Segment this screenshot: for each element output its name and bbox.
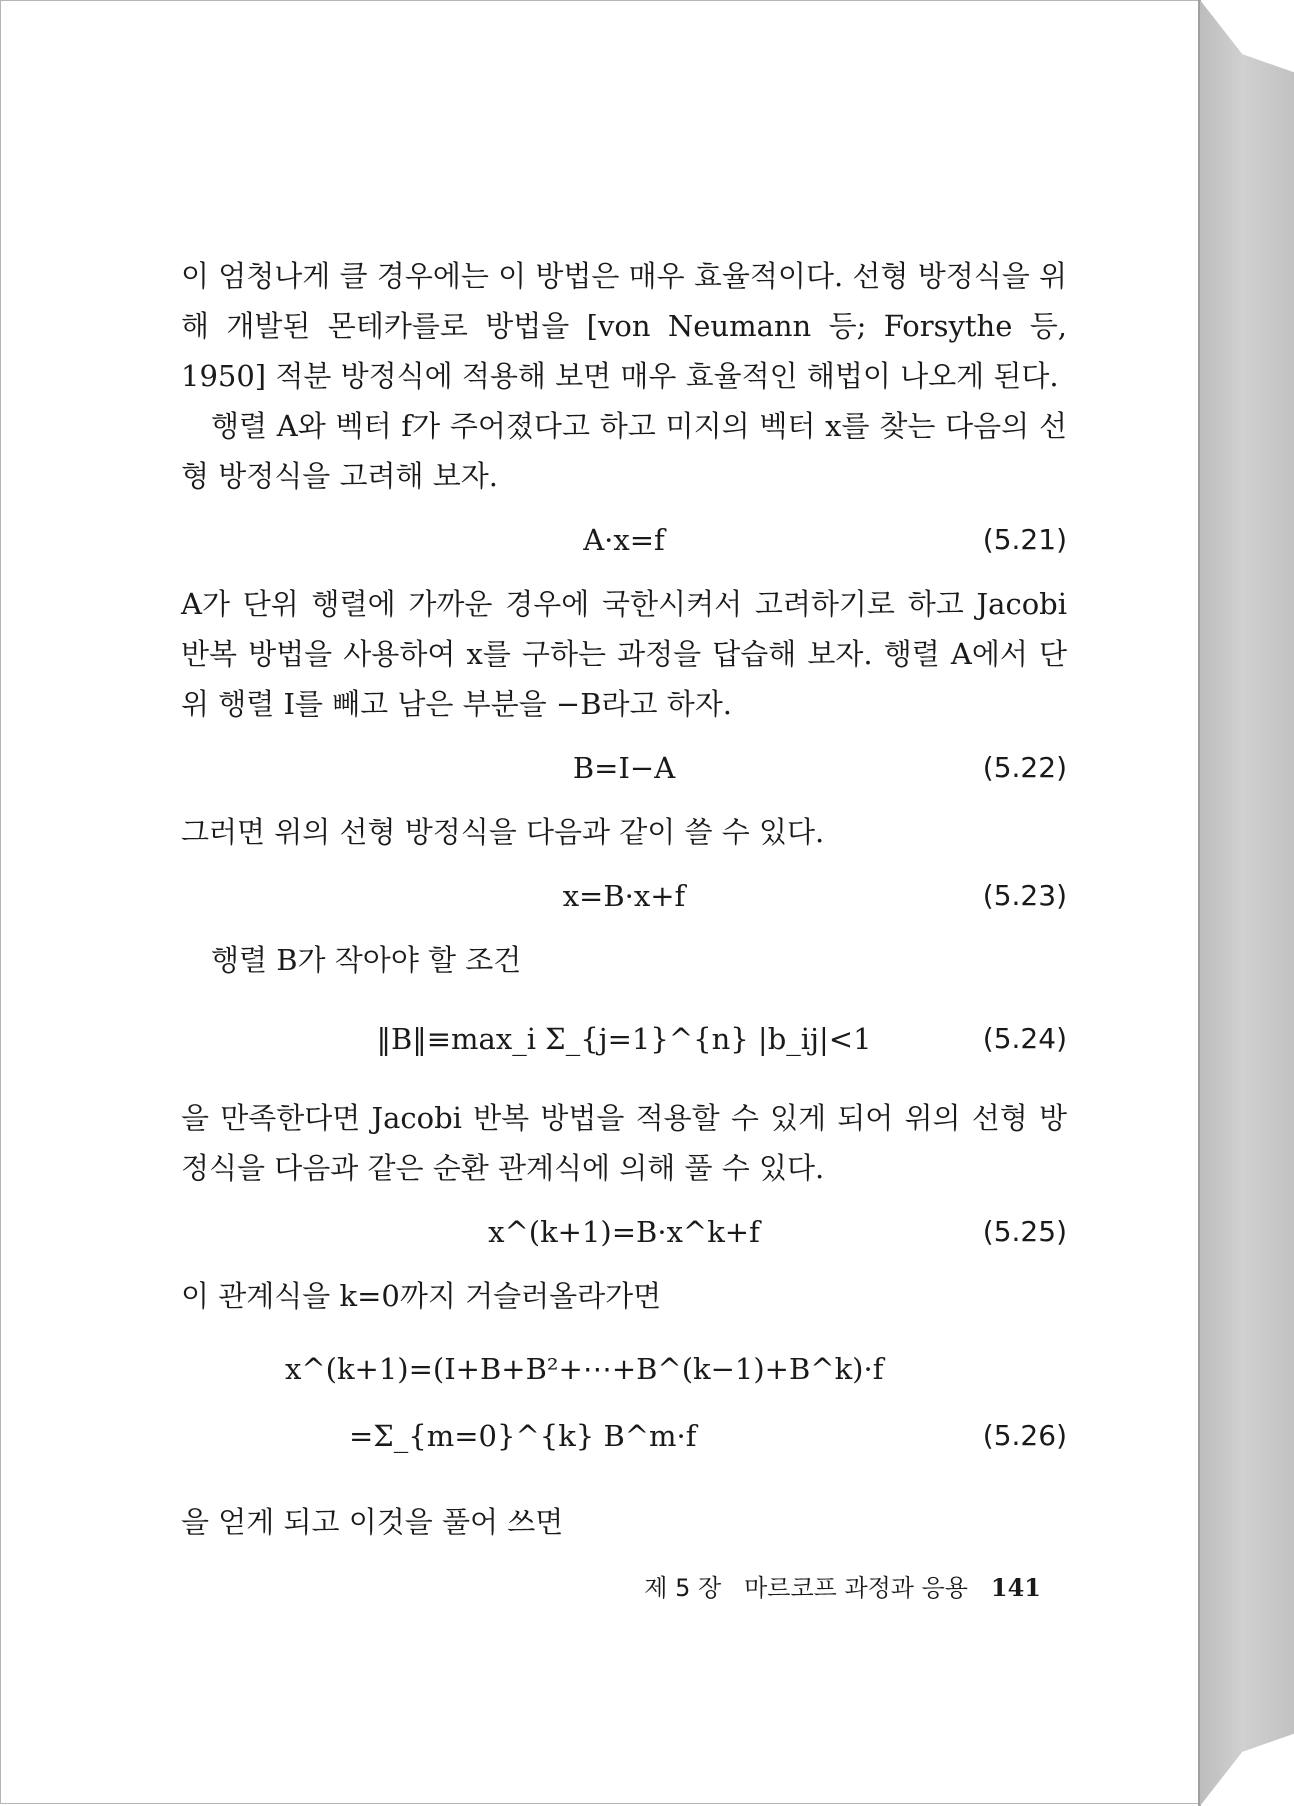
book-spine [1200, 0, 1294, 1806]
paragraph-6: 을 만족한다면 Jacobi 반복 방법을 적용할 수 있게 되어 위의 선형 방정식을 다음과 같은 순환 관계식에 의해 풀 수 있다. [181, 1101, 1067, 1185]
page-number: 141 [990, 1573, 1041, 1602]
equation-5-25 [181, 1207, 1067, 1257]
equation-number: (5.25) [982, 1215, 1067, 1248]
paragraph-4: 그러면 위의 선형 방정식을 다음과 같이 쓸 수 있다. [181, 815, 825, 849]
equation-number: (5.21) [982, 523, 1067, 556]
paragraph-7: 이 관계식을 k=0까지 거슬러올라가면 [181, 1279, 662, 1313]
equation-5-22 [181, 743, 1067, 793]
equation-number: (5.23) [982, 879, 1067, 912]
paragraph-2: 행렬 A와 벡터 f가 주어졌다고 하고 미지의 벡터 x를 찾는 다음의 선형 방정식을 고려해 보자. [181, 409, 1067, 493]
paragraph-1: 이 엄청나게 클 경우에는 이 방법은 매우 효율적이다. 선형 방정식을 위해 개발된 몬테카를로 방법을 [von Neumann 등; Forsythe 등, 1950] 적분 방정식에 적용해 보면 매우 효율적인 해법이 나오게 된다. [181, 259, 1067, 393]
footer-title: 마르코프 과정과 응용 [744, 1574, 968, 1602]
page-footer [621, 1568, 1041, 1608]
equation-number: (5.22) [982, 751, 1067, 784]
paragraph-3: A가 단위 행렬에 가까운 경우에 국한시켜서 고려하기로 하고 Jacobi 반복 방법을 사용하여 x를 구하는 과정을 답습해 보자. 행렬 A에서 단위 행렬 I를 빼고 남은 부분을 −B라고 하자. [181, 587, 1067, 721]
equation-expr: A·x=f [583, 523, 665, 557]
equation-number: (5.24) [982, 1022, 1067, 1055]
equation-expr: x^(k+1)=B·x^k+f [488, 1215, 760, 1249]
equation-5-26 [181, 1339, 1067, 1479]
page-content [181, 251, 1067, 1547]
paragraph-5: 행렬 B가 작아야 할 조건 [211, 943, 522, 977]
equation-5-24 [181, 999, 1067, 1079]
equation-5-21 [181, 515, 1067, 565]
footer-chapter: 제 5 장 [644, 1574, 722, 1602]
equation-line-1: x^(k+1)=(I+B+B²+⋯+B^(k−1)+B^k)·f [285, 1352, 884, 1386]
equation-5-23 [181, 871, 1067, 921]
equation-line-2: =Σ_{m=0}^{k} B^m·f [349, 1419, 697, 1453]
paragraph-8: 을 얻게 되고 이것을 풀어 쓰면 [181, 1505, 564, 1539]
equation-expr: B=I−A [572, 751, 676, 785]
equation-number: (5.26) [982, 1419, 1067, 1452]
equation-expr: x=B·x+f [562, 879, 686, 913]
equation-expr: ‖B‖≡max_i Σ_{j=1}^{n} |b_ij|<1 [376, 1022, 872, 1056]
